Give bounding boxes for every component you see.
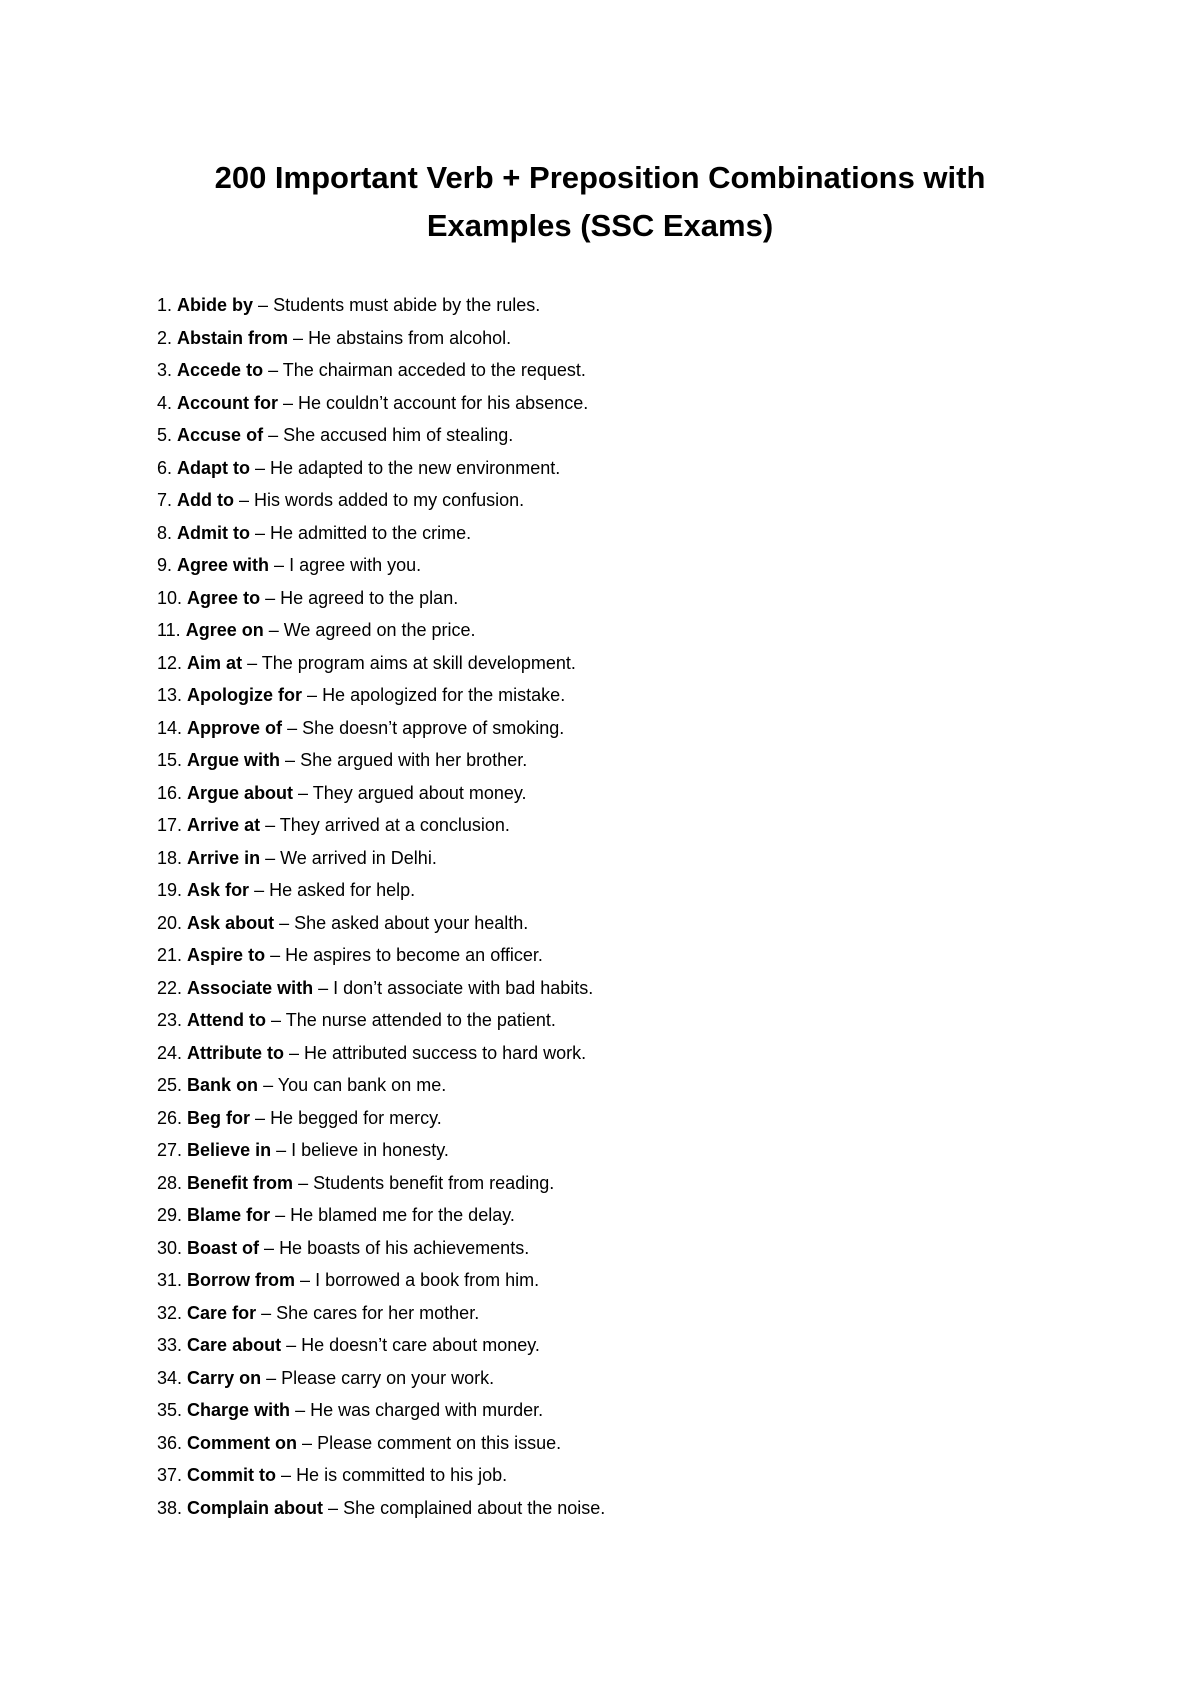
item-term: Abstain from xyxy=(177,327,289,348)
list-item xyxy=(157,549,605,582)
list-item xyxy=(157,842,605,875)
list-item xyxy=(157,1427,605,1460)
item-separator: – xyxy=(265,945,286,965)
item-example: We agreed on the price. xyxy=(283,620,476,640)
item-number: 21. xyxy=(157,945,183,965)
item-number: 22. xyxy=(157,977,183,998)
list-item xyxy=(157,1297,605,1330)
item-number: 8. xyxy=(157,522,173,543)
item-separator: – xyxy=(270,1205,291,1225)
item-term: Agree on xyxy=(185,620,264,640)
list-item xyxy=(157,647,605,680)
item-term: Charge with xyxy=(187,1400,291,1420)
item-example: He doesn’t care about money. xyxy=(301,1335,540,1355)
item-number: 6. xyxy=(157,457,173,478)
item-separator: – xyxy=(278,392,299,413)
item-term: Argue with xyxy=(187,750,281,770)
list-item xyxy=(157,1037,605,1070)
list-item xyxy=(157,907,605,940)
item-example: She complained about the noise. xyxy=(343,1497,606,1518)
item-number: 1. xyxy=(157,295,173,315)
list-item xyxy=(157,1492,605,1525)
title-line-2: Examples (SSC Exams) xyxy=(426,208,774,243)
item-term: Arrive at xyxy=(187,815,261,835)
item-separator: – xyxy=(258,1075,278,1095)
list-item xyxy=(157,354,605,387)
list-item xyxy=(157,972,605,1005)
list-item xyxy=(157,1134,605,1167)
verb-preposition-list xyxy=(157,289,605,1524)
item-separator: – xyxy=(249,880,270,900)
item-separator: – xyxy=(263,620,284,640)
item-number: 10. xyxy=(157,587,183,608)
list-item xyxy=(157,322,605,355)
list-item xyxy=(157,1199,605,1232)
item-example: He begged for mercy. xyxy=(270,1107,442,1128)
item-number: 9. xyxy=(157,555,173,575)
list-item xyxy=(157,777,605,810)
list-item xyxy=(157,1232,605,1265)
item-separator: – xyxy=(256,1302,277,1323)
item-number: 33. xyxy=(157,1335,183,1355)
item-number: 17. xyxy=(157,815,183,835)
item-example: She accused him of stealing. xyxy=(283,425,514,445)
item-example: He is committed to his job. xyxy=(296,1465,508,1485)
item-example: They arrived at a conclusion. xyxy=(279,815,510,835)
list-item xyxy=(157,1069,605,1102)
item-number: 32. xyxy=(157,1302,183,1323)
list-item xyxy=(157,679,605,712)
item-separator: – xyxy=(260,847,281,868)
list-item xyxy=(157,1394,605,1427)
item-term: Aim at xyxy=(187,652,243,673)
item-example: He adapted to the new environment. xyxy=(270,457,561,478)
item-term: Comment on xyxy=(187,1432,298,1453)
item-example: She asked about your health. xyxy=(294,912,529,933)
item-separator: – xyxy=(284,1042,305,1063)
item-example: Students must abide by the rules. xyxy=(273,295,541,315)
list-item xyxy=(157,484,605,517)
title-line-1: 200 Important Verb + Preposition Combinations with xyxy=(214,160,986,195)
item-separator: – xyxy=(302,685,323,705)
list-item xyxy=(157,1167,605,1200)
item-term: Abide by xyxy=(177,295,254,315)
list-item xyxy=(157,452,605,485)
list-item xyxy=(157,289,605,322)
item-term: Believe in xyxy=(187,1140,272,1160)
item-term: Argue about xyxy=(187,782,294,803)
item-number: 3. xyxy=(157,360,173,380)
item-term: Bank on xyxy=(187,1075,259,1095)
item-term: Accuse of xyxy=(177,425,264,445)
item-number: 19. xyxy=(157,880,183,900)
item-example: Please comment on this issue. xyxy=(317,1432,562,1453)
item-number: 26. xyxy=(157,1107,183,1128)
item-separator: – xyxy=(242,652,262,673)
item-term: Benefit from xyxy=(187,1172,294,1193)
item-number: 23. xyxy=(157,1010,183,1030)
item-separator: – xyxy=(260,815,280,835)
document-title xyxy=(100,154,1100,250)
list-item xyxy=(157,387,605,420)
item-separator: – xyxy=(259,1237,280,1258)
item-number: 4. xyxy=(157,392,173,413)
item-example: Please carry on your work. xyxy=(281,1367,495,1388)
item-example: She argued with her brother. xyxy=(300,750,528,770)
list-item xyxy=(157,419,605,452)
item-separator: – xyxy=(293,782,313,803)
item-term: Apologize for xyxy=(187,685,303,705)
item-number: 7. xyxy=(157,490,173,510)
item-separator: – xyxy=(290,1400,311,1420)
item-term: Ask for xyxy=(187,880,250,900)
item-separator: – xyxy=(260,587,281,608)
item-separator: – xyxy=(323,1497,344,1518)
item-number: 11. xyxy=(157,620,181,640)
item-term: Admit to xyxy=(177,522,251,543)
item-example: He asked for help. xyxy=(269,880,416,900)
item-number: 16. xyxy=(157,782,183,803)
item-separator: – xyxy=(234,490,255,510)
item-term: Arrive in xyxy=(187,847,261,868)
item-example: He was charged with murder. xyxy=(310,1400,544,1420)
list-item xyxy=(157,1362,605,1395)
item-example: The program aims at skill development. xyxy=(261,652,576,673)
item-example: He apologized for the mistake. xyxy=(322,685,566,705)
item-term: Aspire to xyxy=(187,945,266,965)
item-separator: – xyxy=(263,425,284,445)
item-example: He agreed to the plan. xyxy=(280,587,459,608)
list-item xyxy=(157,614,605,647)
item-number: 35. xyxy=(157,1400,183,1420)
item-example: He admitted to the crime. xyxy=(270,522,472,543)
list-item xyxy=(157,517,605,550)
item-number: 37. xyxy=(157,1465,183,1485)
item-number: 28. xyxy=(157,1172,183,1193)
item-term: Complain about xyxy=(187,1497,324,1518)
item-example: The nurse attended to the patient. xyxy=(285,1010,556,1030)
item-separator: – xyxy=(263,360,283,380)
item-example: He abstains from alcohol. xyxy=(308,327,512,348)
item-example: We arrived in Delhi. xyxy=(280,847,437,868)
item-example: I borrowed a book from him. xyxy=(315,1270,540,1290)
item-example: I believe in honesty. xyxy=(291,1140,449,1160)
item-separator: – xyxy=(295,1270,316,1290)
item-separator: – xyxy=(281,1335,302,1355)
item-example: I don’t associate with bad habits. xyxy=(333,977,594,998)
item-example: I agree with you. xyxy=(289,555,422,575)
item-term: Boast of xyxy=(187,1237,260,1258)
item-number: 36. xyxy=(157,1432,183,1453)
item-term: Accede to xyxy=(177,360,264,380)
item-example: You can bank on me. xyxy=(277,1075,447,1095)
item-number: 13. xyxy=(157,685,183,705)
item-example: The chairman acceded to the request. xyxy=(282,360,586,380)
item-term: Agree with xyxy=(177,555,270,575)
item-separator: – xyxy=(269,555,290,575)
item-separator: – xyxy=(253,295,274,315)
item-term: Agree to xyxy=(187,587,261,608)
item-number: 31. xyxy=(157,1270,183,1290)
item-example: She cares for her mother. xyxy=(276,1302,480,1323)
item-example: Students benefit from reading. xyxy=(313,1172,555,1193)
item-number: 12. xyxy=(157,652,183,673)
item-term: Account for xyxy=(177,392,279,413)
item-term: Approve of xyxy=(187,717,283,738)
item-example: His words added to my confusion. xyxy=(254,490,525,510)
item-separator: – xyxy=(271,1140,292,1160)
list-item xyxy=(157,582,605,615)
item-term: Beg for xyxy=(187,1107,251,1128)
item-separator: – xyxy=(297,1432,318,1453)
list-item xyxy=(157,1329,605,1362)
item-example: He attributed success to hard work. xyxy=(304,1042,587,1063)
item-term: Add to xyxy=(177,490,235,510)
item-number: 18. xyxy=(157,847,183,868)
item-term: Attend to xyxy=(187,1010,267,1030)
list-item xyxy=(157,1004,605,1037)
item-separator: – xyxy=(276,1465,297,1485)
item-term: Blame for xyxy=(187,1205,271,1225)
item-number: 20. xyxy=(157,912,183,933)
item-example: He couldn’t account for his absence. xyxy=(298,392,589,413)
item-example: She doesn’t approve of smoking. xyxy=(302,717,565,738)
item-term: Borrow from xyxy=(187,1270,296,1290)
item-term: Commit to xyxy=(187,1465,277,1485)
item-number: 14. xyxy=(157,717,183,738)
list-item xyxy=(157,744,605,777)
item-example: They argued about money. xyxy=(312,782,527,803)
item-separator: – xyxy=(274,912,295,933)
item-number: 38. xyxy=(157,1497,183,1518)
list-item xyxy=(157,712,605,745)
item-separator: – xyxy=(288,327,309,348)
list-item xyxy=(157,809,605,842)
item-separator: – xyxy=(313,977,334,998)
item-term: Ask about xyxy=(187,912,275,933)
item-number: 15. xyxy=(157,750,183,770)
list-item xyxy=(157,1102,605,1135)
item-separator: – xyxy=(266,1010,286,1030)
item-term: Associate with xyxy=(187,977,314,998)
item-number: 27. xyxy=(157,1140,183,1160)
item-number: 30. xyxy=(157,1237,183,1258)
item-term: Attribute to xyxy=(187,1042,285,1063)
item-number: 5. xyxy=(157,425,173,445)
item-separator: – xyxy=(282,717,303,738)
item-term: Carry on xyxy=(187,1367,262,1388)
item-example: He boasts of his achievements. xyxy=(279,1237,530,1258)
item-example: He blamed me for the delay. xyxy=(290,1205,515,1225)
item-separator: – xyxy=(250,1107,271,1128)
item-number: 24. xyxy=(157,1042,183,1063)
list-item xyxy=(157,1264,605,1297)
list-item xyxy=(157,1459,605,1492)
item-separator: – xyxy=(250,457,271,478)
item-number: 29. xyxy=(157,1205,183,1225)
item-term: Care about xyxy=(187,1335,282,1355)
item-separator: – xyxy=(280,750,301,770)
item-number: 2. xyxy=(157,327,173,348)
item-example: He aspires to become an officer. xyxy=(285,945,543,965)
item-separator: – xyxy=(261,1367,282,1388)
item-number: 34. xyxy=(157,1367,183,1388)
item-term: Adapt to xyxy=(177,457,251,478)
item-number: 25. xyxy=(157,1075,183,1095)
item-separator: – xyxy=(250,522,271,543)
item-separator: – xyxy=(293,1172,314,1193)
item-term: Care for xyxy=(187,1302,257,1323)
list-item xyxy=(157,939,605,972)
list-item xyxy=(157,874,605,907)
